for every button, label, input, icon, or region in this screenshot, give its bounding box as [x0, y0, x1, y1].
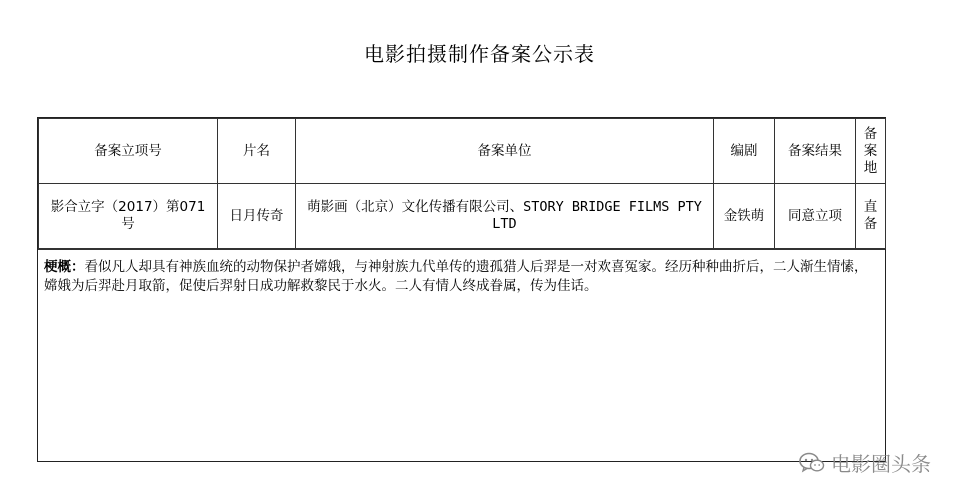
film-name-cell	[218, 184, 296, 249]
header-place-cell	[856, 119, 886, 184]
header-result: 备案结果	[775, 119, 856, 184]
page-title: 电影拍摄制作备案公示表	[364, 42, 595, 66]
header-place: 备案地	[863, 125, 878, 176]
header-screenwriter: 编剧	[714, 119, 775, 184]
result-value: 同意立项	[788, 207, 842, 224]
record-no-value: 影合立字（2017）第071号	[50, 199, 206, 232]
screenwriter-value: 金铁萌	[723, 207, 765, 224]
unit-value: 萌影画（北京）文化传播有限公司、STORY BRIDGE FILMS PTY LTD	[296, 184, 714, 249]
synopsis-label: 梗概：	[44, 259, 85, 275]
watermark	[799, 448, 931, 477]
data-row	[39, 184, 886, 249]
screenwriter-cell	[714, 184, 775, 249]
record-no-cell	[39, 184, 218, 249]
synopsis-section	[38, 249, 885, 461]
result-cell	[775, 184, 856, 249]
header-record-no: 备案立项号	[39, 119, 218, 184]
film-name-value: 日月传奇	[229, 207, 284, 224]
header-film-name: 片名	[218, 119, 296, 184]
header-row	[39, 119, 886, 184]
record-form	[37, 117, 886, 462]
place-cell	[856, 184, 886, 249]
record-table	[38, 118, 886, 249]
watermark-text: 电影圈头条	[831, 452, 931, 476]
synopsis-text: 看似凡人却具有神族血统的动物保护者嫦娥，与神射族九代单传的遗孤猎人后羿是一对欢喜冤家。经历种种曲折后，二人渐生情愫，嫦娥为后羿赴月取箭，促使后羿射日成功解救黎民于水火。二人有情人终成眷属，传为佳话。	[44, 259, 868, 294]
wechat-icon	[799, 452, 825, 474]
place-value: 直备	[863, 199, 878, 232]
header-unit: 备案单位	[296, 119, 714, 184]
